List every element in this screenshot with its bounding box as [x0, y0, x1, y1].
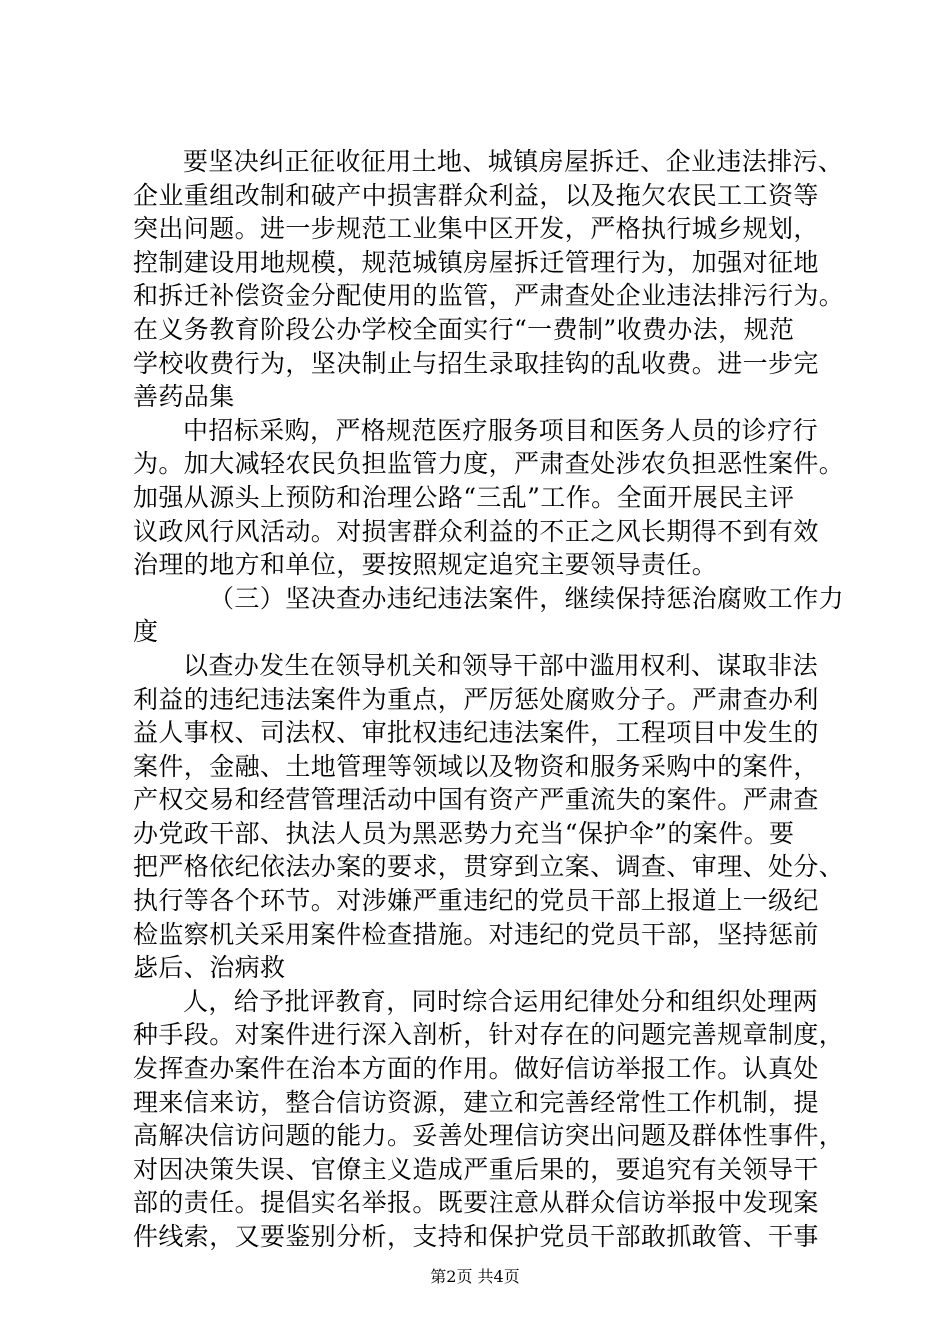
document-body	[133, 145, 845, 1254]
text-line: 中招标采购，严格规范医疗服务项目和医务人员的诊疗行	[183, 415, 819, 445]
text-line: 案件，金融、土地管理等领域以及物资和服务采购中的案件，	[133, 751, 819, 781]
text-line: 和拆迁补偿资金分配使用的监管，严肃查处企业违法排污行为。	[133, 281, 845, 311]
text-line: 部的责任。提倡实名举报。既要注意从群众信访举报中发现案	[133, 1188, 819, 1218]
text-line: 产权交易和经营管理活动中国有资产严重流失的案件。严肃查	[133, 785, 819, 815]
text-line: 益人事权、司法权、审批权违纪违法案件，工程项目中发生的	[133, 718, 819, 748]
section-heading: （三）坚决查办违纪违法案件，继续保持惩治腐败工作力	[209, 583, 845, 613]
text-line: 善药品集	[133, 382, 235, 412]
text-line: 突出问题。进一步规范工业集中区开发，严格执行城乡规划，	[133, 214, 819, 244]
text-line: 在义务教育阶段公办学校全面实行“一费制”收费办法，规范	[133, 314, 795, 344]
text-line: 检监察机关采用案件检查措施。对违纪的党员干部，坚持惩前	[133, 919, 819, 949]
text-line: 加强从源头上预防和治理公路“三乱”工作。全面开展民主评	[133, 482, 795, 512]
text-line: 办党政干部、执法人员为黑恶势力充当“保护伞”的案件。要	[133, 818, 795, 848]
text-line: 企业重组改制和破产中损害群众利益，以及拖欠农民工工资等	[133, 180, 819, 210]
text-line: 件线索，又要鉴别分析，支持和保护党员干部敢抓敢管、干事	[133, 1222, 819, 1251]
text-line: 执行等各个环节。对涉嫌严重违纪的党员干部上报道上一级纪	[133, 886, 819, 916]
text-line: 对因决策失误、官僚主义造成严重后果的，要追究有关领导干	[133, 1154, 819, 1184]
text-line: 把严格依纪依法办案的要求，贯穿到立案、调查、审理、处分、	[133, 852, 845, 882]
section-heading-continuation: 度	[133, 617, 159, 647]
text-line: 要坚决纠正征收征用土地、城镇房屋拆迁、企业违法排污、	[183, 147, 844, 176]
text-line: 理来信来访，整合信访资源，建立和完善经常性工作机制，提	[133, 1087, 819, 1117]
text-line: 以查办发生在领导机关和领导干部中滥用权利、谋取非法	[183, 650, 819, 680]
text-line: 利益的违纪违法案件为重点，严厉惩处腐败分子。严肃查办利	[133, 684, 819, 714]
text-line: 治理的地方和单位，要按照规定追究主要领导责任。	[133, 550, 718, 580]
text-line: 种手段。对案件进行深入剖析，针对存在的问题完善规章制度，	[133, 1020, 845, 1050]
page-number-footer: 第2页 共4页	[430, 1267, 520, 1286]
text-line: 发挥查办案件在治本方面的作用。做好信访举报工作。认真处	[133, 1054, 819, 1084]
text-line: 为。加大减轻农民负担监管力度，严肃查处涉农负担恶性案件。	[133, 449, 845, 479]
text-line: 控制建设用地规模，规范城镇房屋拆迁管理行为，加强对征地	[133, 247, 819, 277]
text-line: 毖后、治病救	[133, 953, 286, 983]
text-line: 高解决信访问题的能力。妥善处理信访突出问题及群体性事件，	[133, 1121, 845, 1151]
text-line: 议政风行风活动。对损害群众利益的不正之风长期得不到有效	[133, 516, 819, 546]
text-line: 人，给予批评教育，同时综合运用纪律处分和组织处理两	[183, 986, 819, 1016]
text-line: 学校收费行为，坚决制止与招生录取挂钩的乱收费。进一步完	[133, 348, 819, 378]
